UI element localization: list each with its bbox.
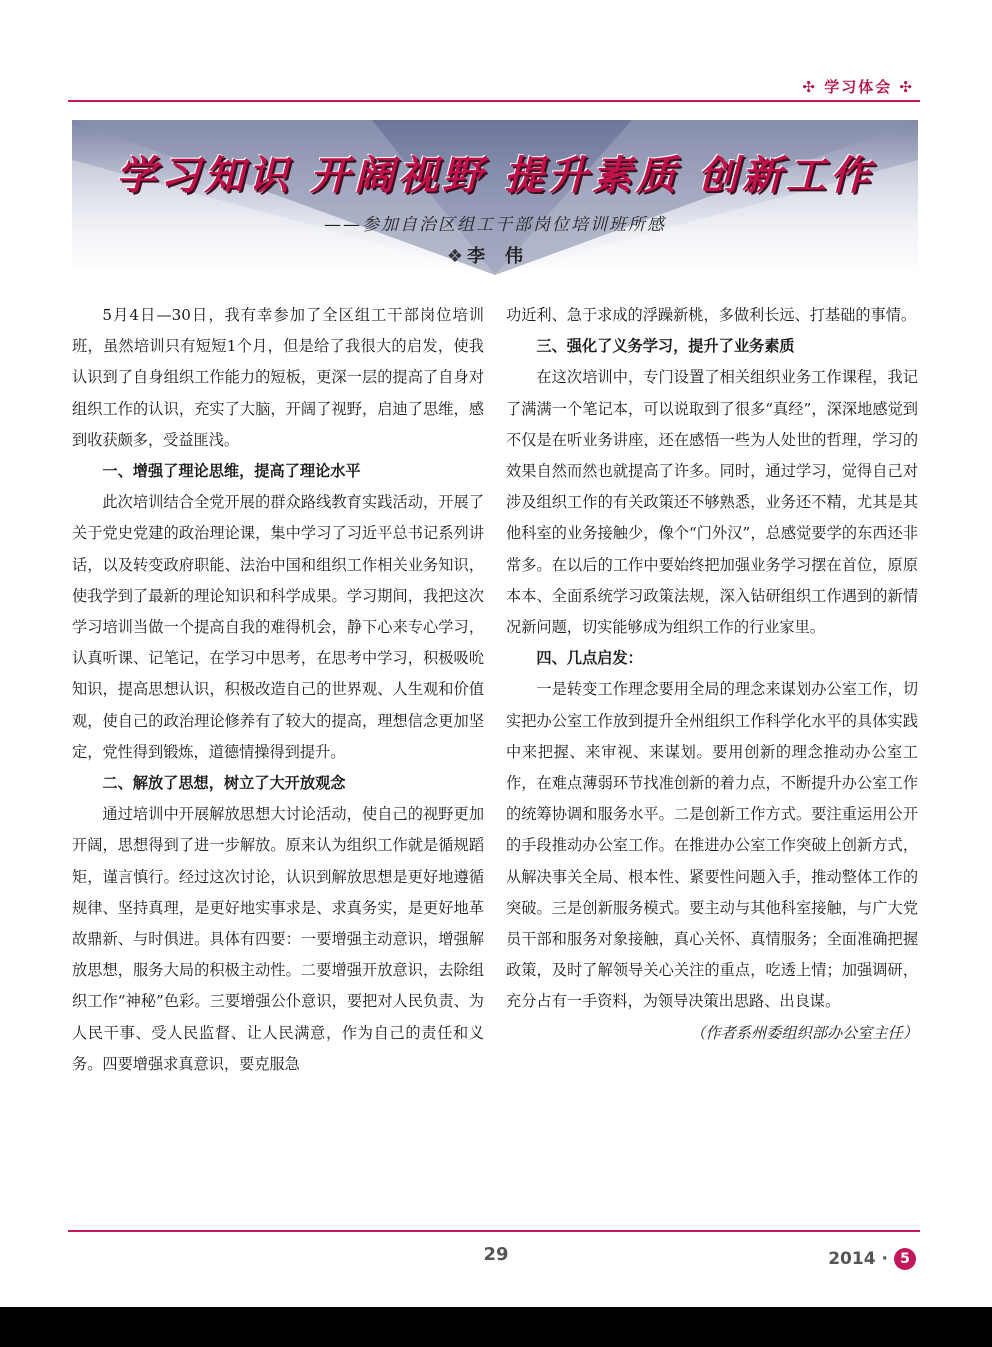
paragraph-continued: 功近利、急于求成的浮躁新桃，多做利长远、打基础的事情。 xyxy=(506,306,917,324)
top-divider xyxy=(68,100,920,102)
footer-bar xyxy=(0,1307,992,1347)
diamond-icon: ❖ xyxy=(446,246,464,267)
article-subtitle: ——参加自治区组工干部岗位培训班所感 xyxy=(324,215,666,235)
section-heading: 一、增强了理论思维，提高了理论水平 xyxy=(102,462,361,481)
section-heading: 三、强化了义务学习，提升了业务素质 xyxy=(536,337,795,356)
author-name: 李伟 xyxy=(467,246,544,267)
paragraph: 在这次培训中，专门设置了相关组织业务工作课程，我记了满满一个笔记本，可以说取到了很多“真经”，深深地感觉到不仅是在听业务讲座，还在感悟一些为人处世的哲理，学习的效果自然而然也就提高了许多。同时，通过学习，觉得自己对涉及组织工作的有关政策还不够熟悉，业务还不精，尤其是其他科室的业务接触少，像个“门外汉”，总感觉要学的东西还非常多。在以后的工作中要始终把加强业务学习摆在首位，原原本本、全面系统学习政策法规，深入钻研组织工作遇到的新情况新问题，切实能够成为组织工作的行业家里。 xyxy=(506,368,918,637)
section-tag: ✣ 学习体会 ✣ xyxy=(802,78,914,96)
section-heading: 二、解放了思想，树立了大开放观念 xyxy=(102,774,346,793)
paragraph: 一是转变工作理念要用全局的理念来谋划办公室工作，切实把办公室工作放到提升全州组织工作科学化水平的具体实践中来把握、来审视、来谋划。要用创新的理念推动办公室工作，在难点薄弱环节找准创新的着力点，不断提升办公室工作的统筹协调和服务水平。二是创新工作方式。要注重运用公开的手段推动办公室工作。在推进办公室工作突破上创新方式，从解决事关全局、根本性、紧要性问题入手，推动整体工作的突破。三是创新服务模式。要主动与其他科室接触，与广大党员干部和服务对象接触，真心关怀、真情服务；全面准确把握政策，及时了解领导关心关注的重点，吃透上情；加强调研，充分占有一手资料，为领导决策出思路、出良谋。 xyxy=(506,680,918,1011)
article-author xyxy=(72,242,918,268)
text-column-right xyxy=(506,300,918,1049)
text-column-left xyxy=(72,300,484,1080)
paragraph: 通过培训中开展解放思想大讨论活动，使自己的视野更加开阔，思想得到了进一步解放。原来认为组织工作就是循规蹈矩，谨言慎行。经过这次讨论，认识到解放思想是更好地遵循规律、坚持真理，是更好地实事求是、求真务实，是更好地革故鼎新、与时俱进。具体有四要：一要增强主动意识，增强解放思想，服务大局的积极主动性。二要增强开放意识，去除组织工作“神秘”色彩。三要增强公仆意识，要把对人民负责、为人民干事、受人民监督、让人民满意，作为自己的责任和义务。四要增强求真意识，要克服急 xyxy=(72,805,484,1073)
author-note: （作者系州委组织部办公室主任） xyxy=(690,1023,918,1042)
issue-number-badge: 5 xyxy=(894,1248,916,1270)
section-heading: 四、几点启发： xyxy=(536,649,643,668)
page-number: 29 xyxy=(483,1244,509,1265)
paragraph: 5月4日—30日，我有幸参加了全区组工干部岗位培训班，虽然培训只有短短1个月，但是给了我很大的启发，使我认识到了自身组织工作能力的短板，更深一层的提高了自身对组织工作的认识，充实了大脑，开阔了视野，启迪了思维，感到收获颇多，受益匪浅。 xyxy=(72,306,484,449)
title-banner xyxy=(72,120,918,275)
issue-year: 2014 xyxy=(828,1249,876,1269)
bottom-divider xyxy=(68,1230,920,1232)
paragraph: 此次培训结合全党开展的群众路线教育实践活动，开展了关于党史党建的政治理论课，集中学习了习近平总书记系列讲话，以及转变政府职能、法治中国和组织工作相关业务知识，使我学到了最新的理论知识和科学成果。学习期间，我把这次学习培训当做一个提高自我的难得机会，静下心来专心学习，认真听课、记笔记，在学习中思考，在思考中学习，积极吸吮知识，提高思想认识，积极改造自己的世界观、人生观和价值观，使自己的政治理论修养有了较大的提高，理想信念更加坚定，党性得到锻炼，道德情操得到提升。 xyxy=(72,493,484,761)
article-title: 学习知识 开阔视野 提升素质 创新工作 xyxy=(116,153,874,199)
issue-label xyxy=(828,1248,916,1270)
issue-separator: · xyxy=(881,1249,888,1269)
